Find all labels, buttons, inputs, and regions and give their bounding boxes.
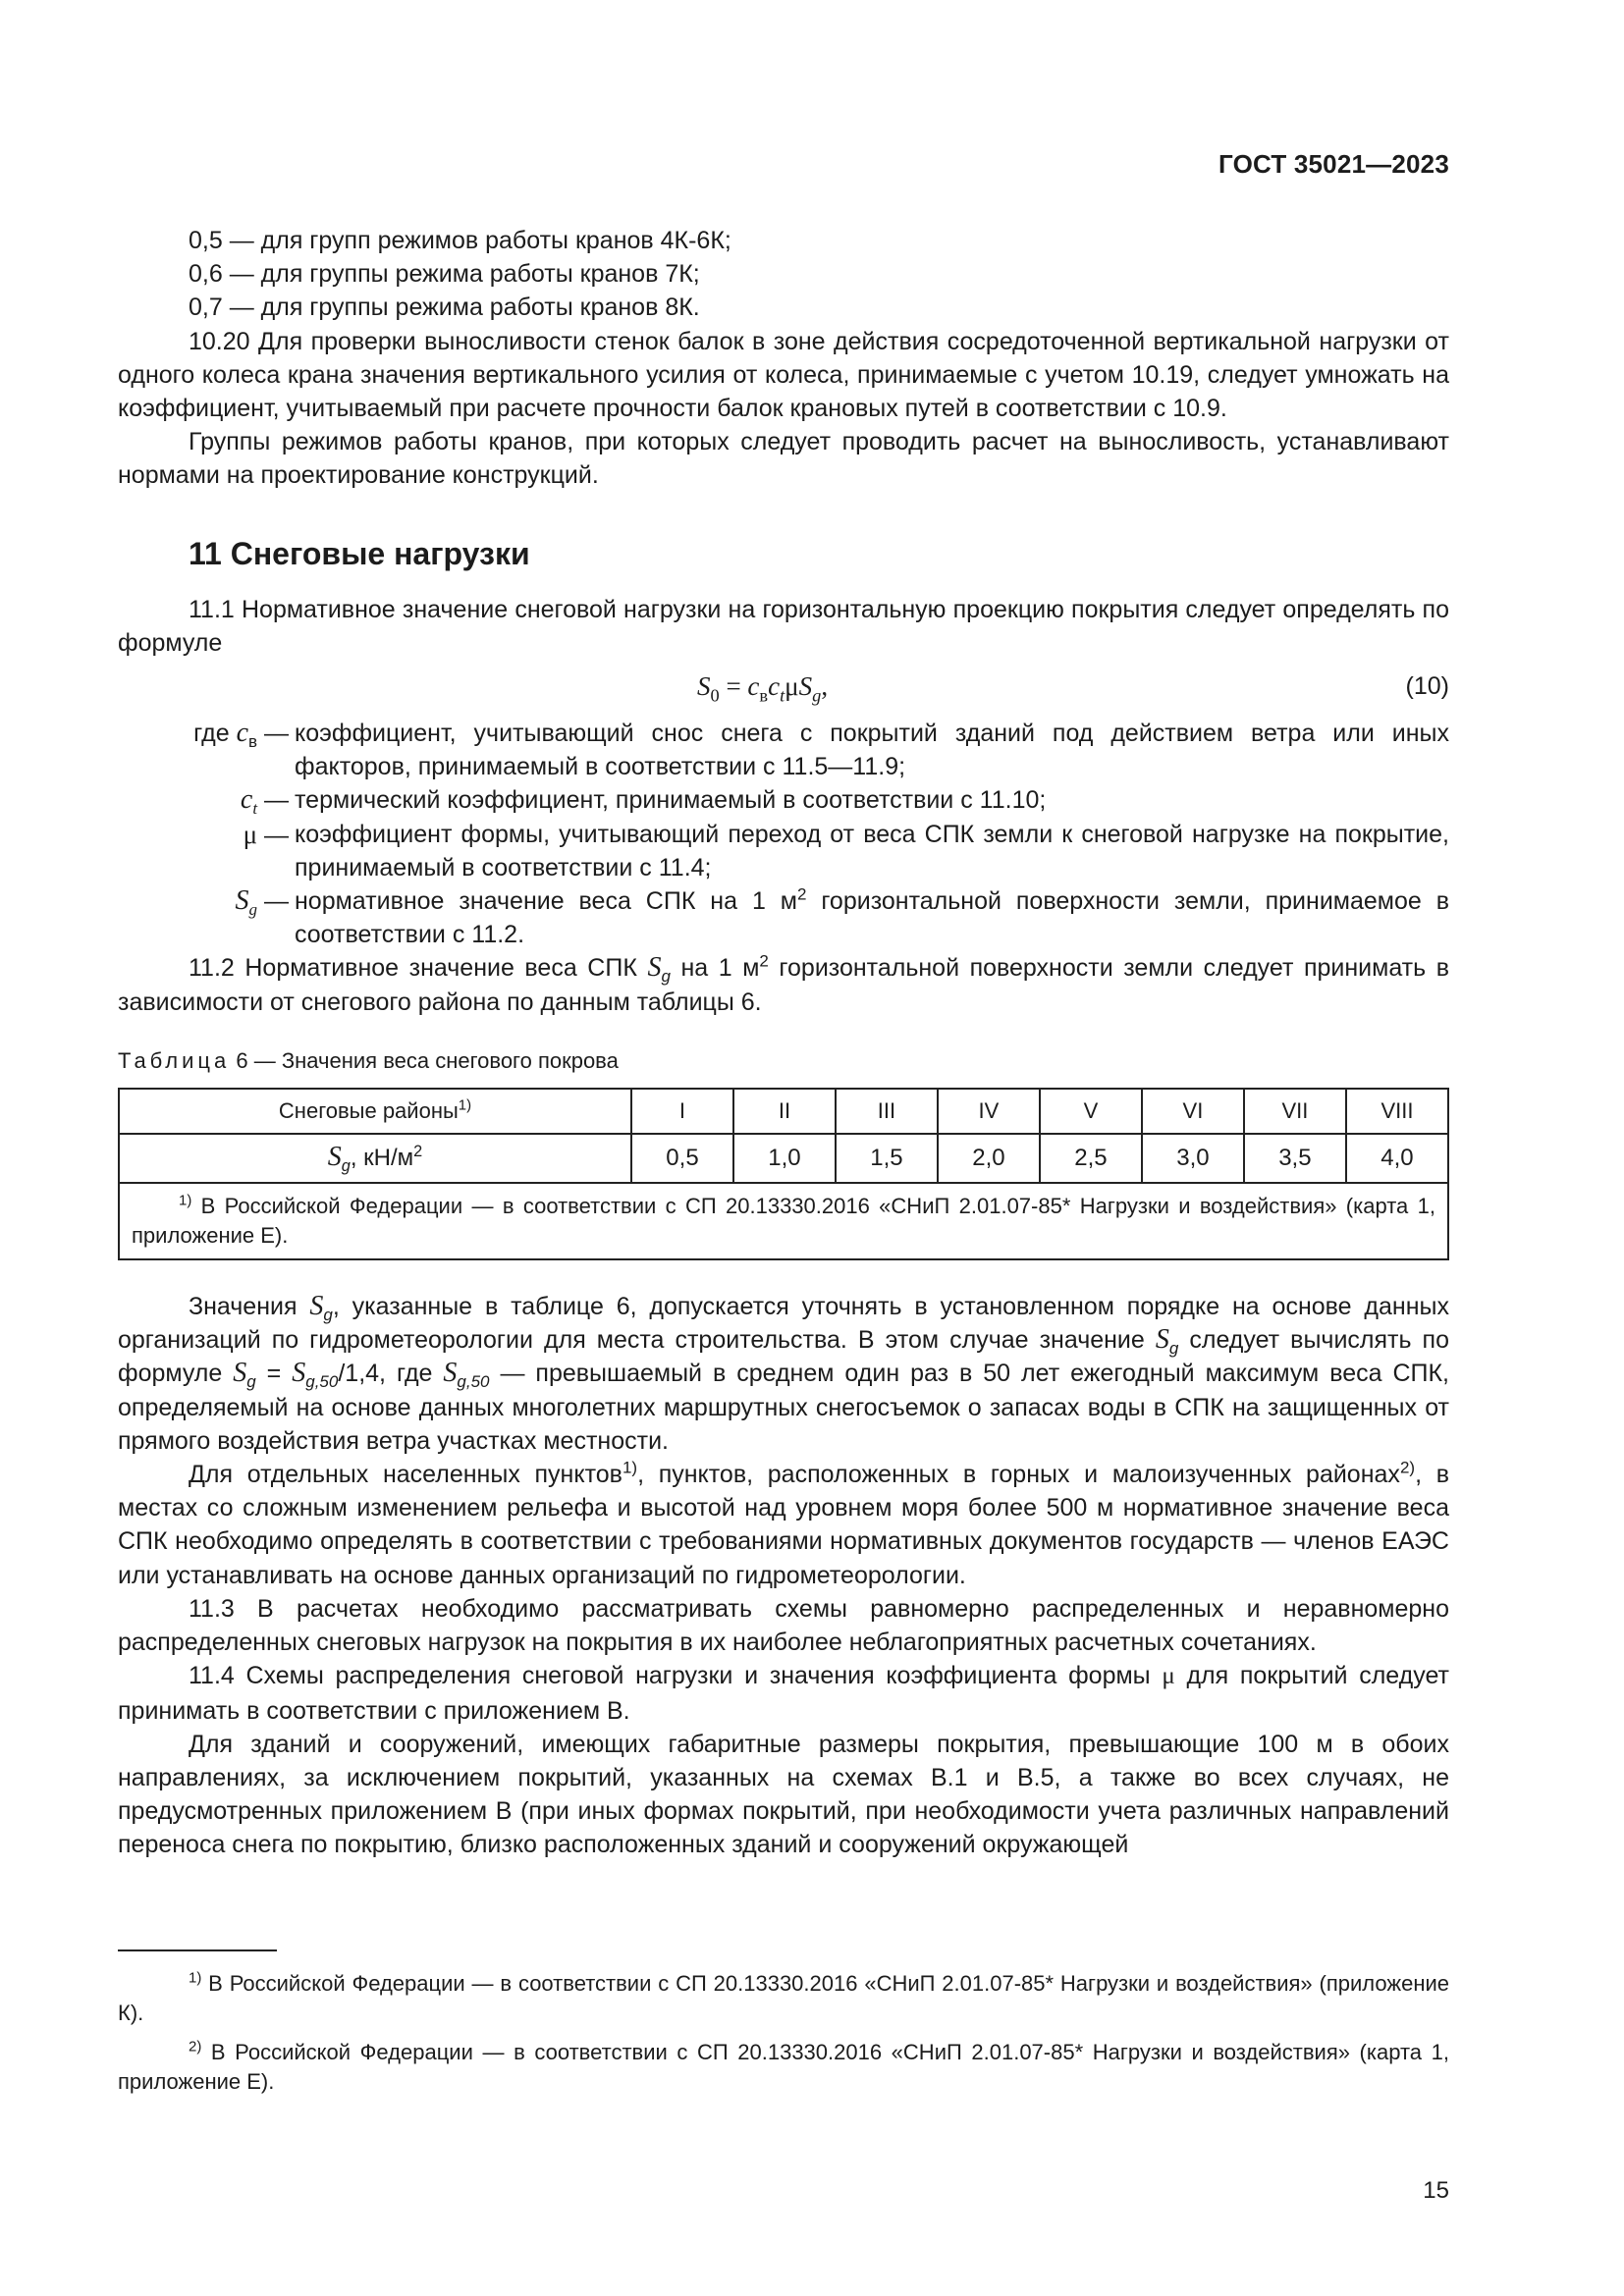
table-cell: 1,5 [836, 1134, 938, 1183]
table-header-cell: VII [1244, 1089, 1346, 1134]
table-cell: 2,0 [938, 1134, 1040, 1183]
table-header-label: Снеговые районы$^{1)}$ [119, 1089, 631, 1134]
paragraph-sg-values: Значения $S_g$, указанные в таблице 6, допускается уточнять в установленном порядке на основе данных организаций по гидрометеорологии для места строительства. В этом случае значение $S_g$ следует вычислять по формуле $S_g = S_{g,50}/1,4$, где $S_{g,50}$ — превышаемый в среднем один раз в 50 лет ежегодный максимум веса СПК, определяемый на основе данных многолетних маршрутных снегосъемок о запасах воды в СПК на защищенных от прямого воздействия ветра участках местности. [118, 1291, 1449, 1455]
table-header-cell: IV [938, 1089, 1040, 1134]
table-header-cell: III [836, 1089, 938, 1134]
table-cell: 0,5 [631, 1134, 733, 1183]
snow-weight-table [118, 1088, 1449, 1260]
table-caption: Таблица 6 — Значения веса снегового покрова [118, 1047, 619, 1073]
paragraph-large-buildings: Для зданий и сооружений, имеющих габаритные размеры покрытия, превышающие 100 м в обоих направлениях, за исключением покрытий, указанных на схемах В.1 и В.5, а также во всех случаях, не предусмотренных приложением В (при иных формах покрытий, при необходимости учета различных направлений переноса снега по покрытию, близко расположенных зданий и сооружений окружающей [118, 1730, 1449, 1859]
paragraph-11-1: 11.1 Нормативное значение снеговой нагрузки на горизонтальную проекцию покрытия следует определять по формуле [118, 595, 1449, 657]
legend-row-ct: $c_t$ — термический коэффициент, принимаемый в соответствии с 11.10; [240, 784, 1047, 819]
formula-legend [118, 717, 1449, 951]
table-cell: 3,5 [1244, 1134, 1346, 1183]
table-header-cell: V [1040, 1089, 1142, 1134]
table-header-cell: VI [1142, 1089, 1244, 1134]
list-item: 0,7 — для группы режима работы кранов 8К. [189, 294, 700, 322]
table-header-row [119, 1089, 1448, 1134]
paragraph-10-20: 10.20 Для проверки выносливости стенок балок в зоне действия сосредоточенной вертикальной нагрузки от одного колеса крана значения вертикального усилия от колеса, принимаемые с учетом 10.19, следует умножать на коэффициент, учитываемый при расчете прочности балок крановых путей в соответствии с 10.9. [118, 327, 1449, 423]
page-number: 15 [1423, 2177, 1449, 2204]
footnote-2: $^{2)}$ В Российской Федерации — в соответствии с СП 20.13330.2016 «СНиП 2.01.07-85* Нагрузки и воздействия» (карта 1, приложение Е). [118, 2038, 1449, 2094]
formula-10 [118, 664, 1449, 711]
paragraph-11-2: 11.2 Нормативное значение веса СПК $S_g$ на 1 $м^2$ горизонтальной поверхности земли следует принимать в зависимости от снегового района по данным таблицы 6. [118, 952, 1450, 1016]
legend-row-mu: μ — коэффициент формы, учитывающий переход от веса СПК земли к снеговой нагрузке на покрытие, принимаемый в соответствии с 11.4; [243, 819, 1449, 881]
table-cell: 1,0 [733, 1134, 836, 1183]
table-header-cell: II [733, 1089, 836, 1134]
table-row-label: $S_g$, $кН/м^2$ [119, 1134, 631, 1183]
paragraph-crane-groups: Группы режимов работы кранов, при которых следует проводить расчет на выносливость, устанавливают нормами на проектирование конструкций. [118, 428, 1449, 490]
list-item: 0,5 — для групп режимов работы кранов 4К-6К; [189, 227, 731, 254]
legend-row-cb: где $c_в$ — коэффициент, учитывающий снос снега с покрытий зданий под действием ветра или иных факторов, принимаемый в соответствии с 11.5—11.9; [193, 718, 1449, 781]
footnote-divider [118, 1949, 277, 1951]
table-cell: 3,0 [1142, 1134, 1244, 1183]
list-item: 0,6 — для группы режима работы кранов 7К; [189, 260, 700, 289]
legend-row-sg: $S_g$ — нормативное значение веса СПК на 1 $м^2$ горизонтальной поверхности земли, принимаемое в соответствии с 11.2. [235, 884, 1449, 949]
table-note: $^{1)}$ В Российской Федерации — в соответствии с СП 20.13330.2016 «СНиП 2.01.07-85* Нагрузки и воздействия» (карта 1, приложение Е). [132, 1192, 1435, 1249]
document-header: ГОСТ 35021—2023 [1218, 149, 1449, 179]
paragraph-settlements: Для отдельных населенных пунктов$^{1)}$, пунктов, расположенных в горных и малоизученных районах$^{2)}$, в местах со сложным изменением рельефа и высотой над уровнем моря более 500 м нормативное значение веса СПК необходимо определять в соответствии с требованиями нормативных документов государств — членов ЕАЭС или устанавливать на основе данных организаций по гидрометеорологии. [118, 1458, 1449, 1589]
section-title: 11 Снеговые нагрузки [189, 535, 530, 571]
formula-expression: $S_0 = c_вc_t\mu S_g$, [697, 671, 829, 706]
table-header-cell: I [631, 1089, 733, 1134]
footnotes [118, 1949, 1449, 2107]
paragraph-11-4: 11.4 Схемы распределения снеговой нагрузки и значения коэффициента формы μ для покрытий следует принимать в соответствии с приложением В. [118, 1662, 1449, 1725]
table-header-cell: VIII [1346, 1089, 1448, 1134]
table-row [119, 1134, 1448, 1183]
table-cell: 2,5 [1040, 1134, 1142, 1183]
table-note-row [119, 1183, 1448, 1259]
paragraph-11-3: 11.3 В расчетах необходимо рассматривать схемы равномерно распределенных и неравномерно распределенных снеговых нагрузок на покрытия в их наиболее неблагоприятных расчетных сочетаниях. [118, 1594, 1449, 1657]
footnote-1: $^{1)}$ В Российской Федерации — в соответствии с СП 20.13330.2016 «СНиП 2.01.07-85* Нагрузки и воздействия» (приложение К). [118, 1969, 1449, 2025]
document-body [118, 224, 1449, 1862]
formula-number: (10) [1405, 672, 1449, 701]
table-cell: 4,0 [1346, 1134, 1448, 1183]
